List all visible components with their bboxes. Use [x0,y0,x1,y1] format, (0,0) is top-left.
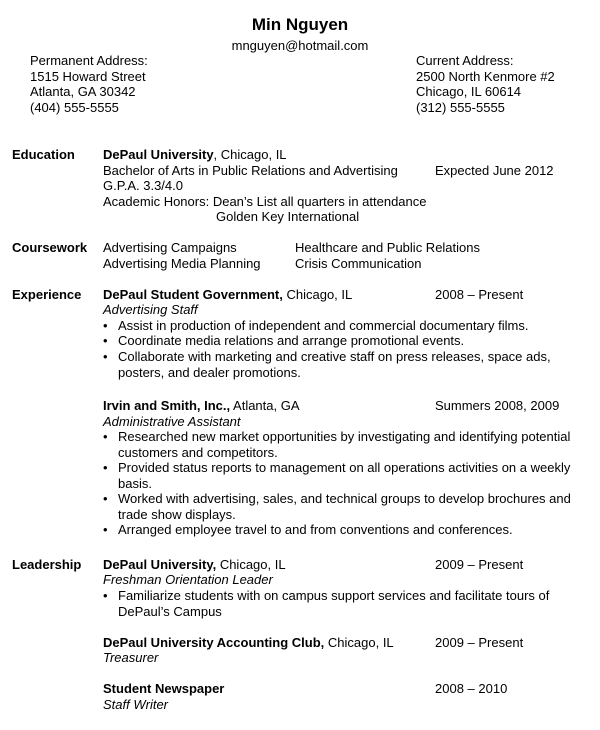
course-item: Healthcare and Public Relations [295,240,480,255]
education-gpa: G.P.A. 3.3/4.0 [103,178,183,193]
job-date: Summers 2008, 2009 [435,398,560,413]
list-item [103,333,593,349]
education-honors: Academic Honors: Dean’s List all quarters in attendance [103,194,427,209]
list-item [103,318,593,334]
job-title: Advertising Staff [103,302,198,317]
section-coursework: Coursework [12,240,88,255]
education-degree: Bachelor of Arts in Public Relations and Advertising [103,163,398,178]
job-date: 2008 – Present [435,287,524,302]
bullet-glyph: • [103,522,108,537]
bullet-glyph: • [103,333,108,348]
course-item: Advertising Campaigns [103,240,237,255]
list-item [103,491,593,522]
course-item: Crisis Communication [295,256,422,271]
job-org [103,398,300,413]
email-address: mnguyen@hotmail.com [231,38,369,53]
bullet-text: Coordinate media relations and arrange promotional events. [118,333,465,348]
section-education: Education [12,147,75,162]
role-date: 2009 – Present [435,635,524,650]
role-title: Freshman Orientation Leader [103,572,273,587]
job-org-name: Irvin and Smith, Inc., [103,398,231,413]
list-item [103,588,583,619]
permanent-phone: (404) 555-5555 [30,100,119,115]
role-org-name: DePaul University, [103,557,217,572]
bullet-text: Researched new market opportunities by investigating and identifying potential customers and competitors. [118,429,571,460]
role-title: Staff Writer [103,697,169,712]
bullet-text: Arranged employee travel to and from conventions and conferences. [118,522,513,537]
job-location: Chicago, IL [282,287,353,302]
role-location: Chicago, IL [324,635,394,650]
bullet-text: Assist in production of independent and commercial documentary films. [118,318,529,333]
job-org [103,287,352,302]
list-item [103,429,593,460]
bullet-text: Collaborate with marketing and creative staff on press releases, space ads, posters, and dealer promotions. [118,349,551,380]
education-school [103,147,287,162]
bullet-glyph: • [103,318,108,333]
current-street: 2500 North Kenmore #2 [416,69,555,84]
education-honors-2: Golden Key International [216,209,360,224]
role-org-name: Student Newspaper [103,681,225,696]
role-location: Chicago, IL [216,557,286,572]
bullet-text: Worked with advertising, sales, and technical groups to develop brochures and trade show displays. [118,491,571,522]
current-phone: (312) 555-5555 [416,100,505,115]
resume-name: Min Nguyen [251,15,349,34]
role-title: Treasurer [103,650,159,665]
role-date: 2008 – 2010 [435,681,508,696]
role-org [103,557,286,572]
job-org-name: DePaul Student Government, [103,287,283,302]
list-item [103,460,593,491]
list-item [103,522,593,538]
role-org-name: DePaul University Accounting Club, [103,635,325,650]
school-name: DePaul University [103,147,214,162]
course-item: Advertising Media Planning [103,256,261,271]
school-location: , Chicago, IL [213,147,287,162]
current-city: Chicago, IL 60614 [416,84,522,99]
current-address-label: Current Address: [416,53,514,68]
job-title: Administrative Assistant [103,414,241,429]
role-org [103,635,394,650]
permanent-address-label: Permanent Address: [30,53,148,68]
bullet-text: Familiarize students with on campus support services and facilitate tours of DePaul’s Campus [118,588,550,619]
bullet-glyph: • [103,349,108,364]
education-date: Expected June 2012 [435,163,554,178]
bullet-text: Provided status reports to management on all operations activities on a weekly basis. [118,460,571,491]
section-leadership: Leadership [12,557,82,572]
bullet-glyph: • [103,429,108,444]
role-date: 2009 – Present [435,557,524,572]
bullet-glyph: • [103,491,108,506]
role-org [103,681,224,696]
job-location: Atlanta, GA [230,398,300,413]
section-experience: Experience [12,287,82,302]
bullet-glyph: • [103,460,108,475]
permanent-street: 1515 Howard Street [30,69,146,84]
bullet-glyph: • [103,588,108,603]
list-item [103,349,593,380]
permanent-city: Atlanta, GA 30342 [30,84,136,99]
